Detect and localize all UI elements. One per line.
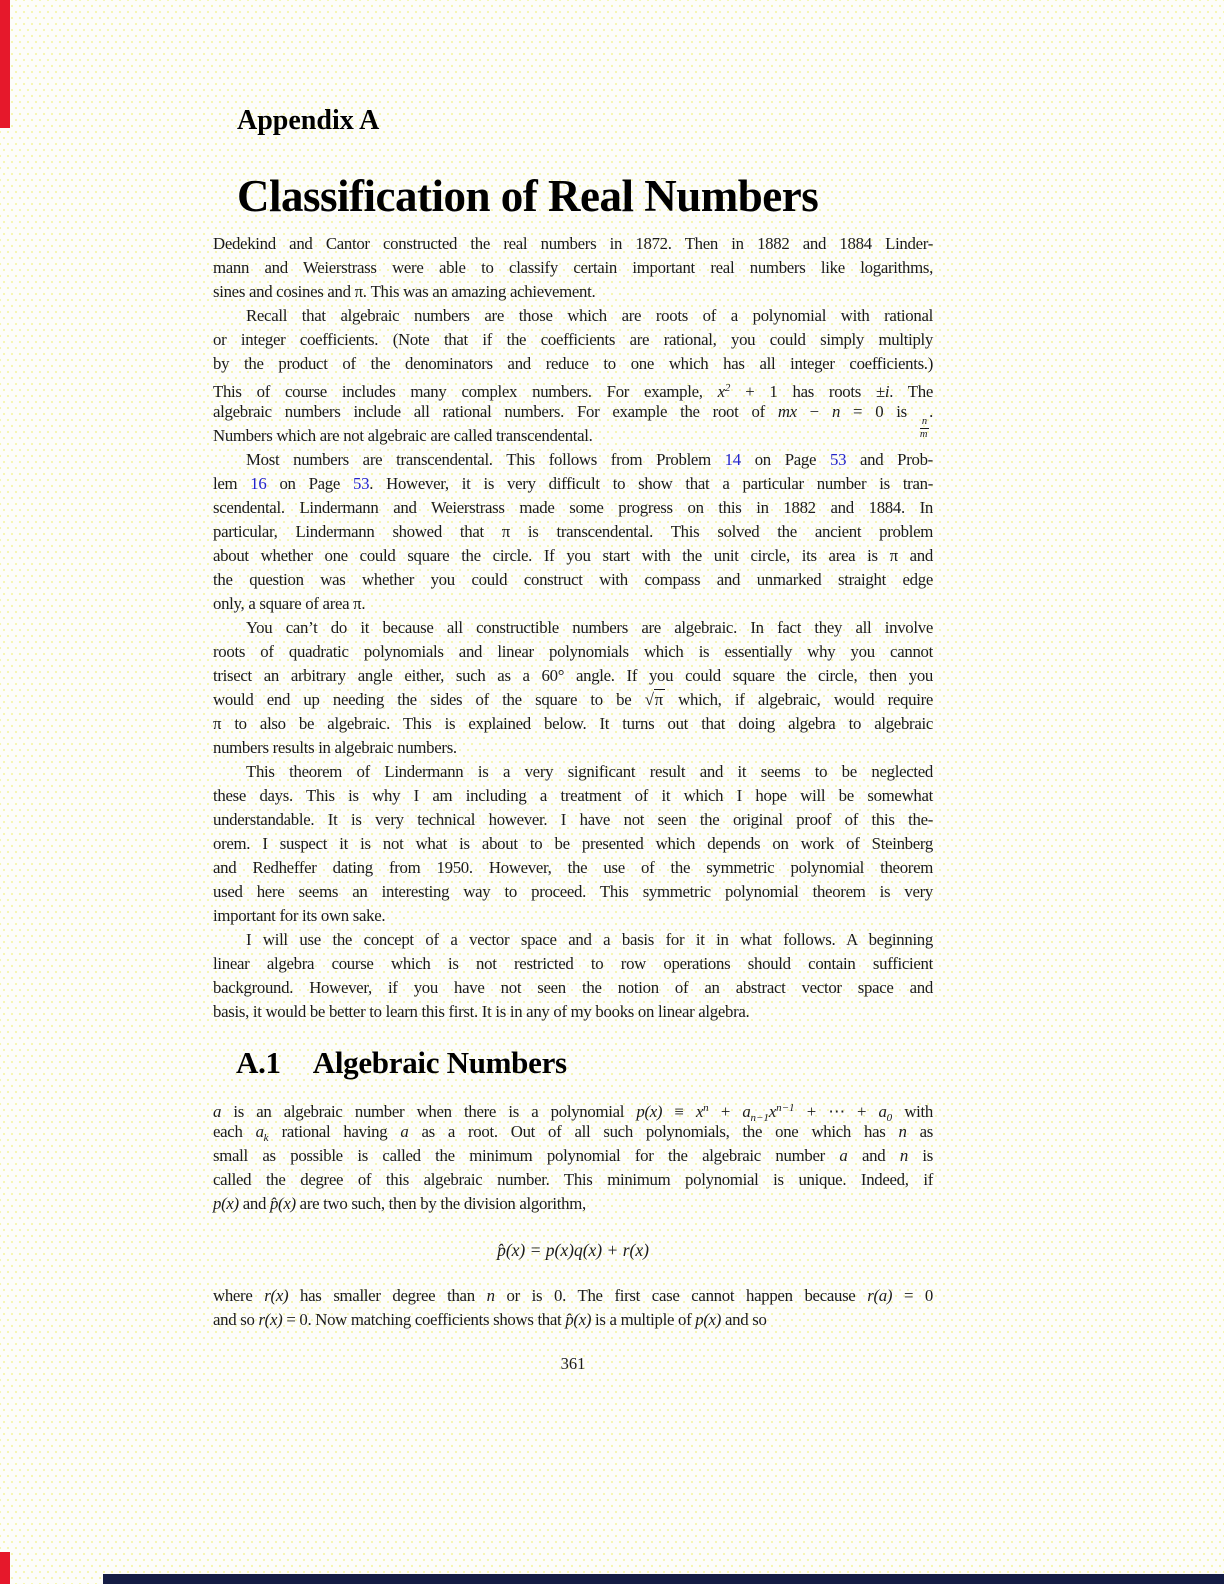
text-line: linear algebra course which is not restricted to row operations should contain sufficient [213, 954, 933, 973]
text-line: understandable. It is very technical however. I have not seen the original proof of this the- [213, 810, 933, 829]
text-line: sines and cosines and π. This was an amazing achievement. [213, 282, 596, 301]
text-line: algebraic numbers include all rational numbers. For example the root of mx − n = 0 is $\frac{n}{m}$ . [213, 402, 933, 440]
text-line: Recall that algebraic numbers are those which are roots of a polynomial with rational [246, 306, 933, 325]
text-line: lem 16 on Page 53. However, it is very difficult to show that a particular number is tran- [213, 474, 933, 493]
text-line: background. However, if you have not seen the notion of an abstract vector space and [213, 978, 933, 997]
text-line: mann and Weierstrass were able to classify certain important real numbers like logarithms, [213, 258, 933, 277]
text-line: Numbers which are not algebraic are called transcendental. [213, 426, 593, 445]
fraction [920, 417, 929, 440]
page-link[interactable]: 53 [353, 474, 370, 493]
text-line: orem. I suspect it is not what is about to be presented which depends on work of Steinberg [213, 834, 933, 853]
text-line: each $a_k$ rational having a as a root. Out of all such polynomials, the one which has n as [213, 1122, 933, 1144]
text-line: and so r(x) = 0. Now matching coefficients shows that p̂(x) is a multiple of p(x) and so [213, 1310, 767, 1329]
text-line: important for its own sake. [213, 906, 386, 925]
text-line: by the product of the denominators and reduce to one which has all integer coefficients.) [213, 354, 933, 373]
radicand: π [654, 690, 663, 709]
text-line: the question was whether you could construct with compass and unmarked straight edge [213, 570, 933, 589]
paragraph [213, 616, 933, 760]
text-line: Most numbers are transcendental. This follows from Problem 14 on Page 53 and Prob- [246, 450, 933, 469]
text-line: where r(x) has smaller degree than n or is 0. The first case cannot happen because r(a) = 0 [213, 1286, 933, 1305]
text-line: called the degree of this algebraic number. This minimum polynomial is unique. Indeed, if [213, 1170, 933, 1189]
text-line: or integer coefficients. (Note that if the coefficients are rational, you could simply multiply [213, 330, 933, 349]
text-line: This of course includes many complex numbers. For example, $x^2 + 1$ has roots ±i. The [213, 382, 933, 401]
text-line: π to also be algebraic. This is explained below. It turns out that doing algebra to algebraic [213, 714, 933, 733]
text-line: This theorem of Lindermann is a very significant result and it seems to be neglected [246, 762, 933, 781]
page-link[interactable]: 14 [724, 450, 741, 469]
text-line: numbers results in algebraic numbers. [213, 738, 457, 757]
paragraph [213, 304, 933, 448]
paragraph [213, 1284, 933, 1332]
paragraph [213, 232, 933, 304]
text-line: used here seems an interesting way to proceed. This symmetric polynomial theorem is very [213, 882, 933, 901]
paragraph [213, 760, 933, 928]
text-line: I will use the concept of a vector space and a basis for it in what follows. A beginning [246, 930, 933, 949]
text-line: trisect an arbitrary angle either, such as a 60° angle. If you could square the circle, then you [213, 666, 933, 685]
text-line: only, a square of area π. [213, 594, 366, 613]
paragraph [213, 1096, 933, 1216]
fraction-numerator: n [921, 416, 928, 427]
text-line: roots of quadratic polynomials and linear polynomials which is essentially why you cannot [213, 642, 933, 661]
text-line: basis, it would be better to learn this first. It is in any of my books on linear algebra. [213, 1002, 750, 1021]
fraction-denominator: m [919, 429, 928, 440]
square-root [645, 689, 665, 709]
chapter-title: Classification of Real Numbers [237, 171, 819, 221]
text-line: small as possible is called the minimum polynomial for the algebraic number a and n is [213, 1146, 933, 1165]
page-link[interactable]: 53 [829, 450, 847, 469]
content-column [213, 0, 933, 1374]
equation: p̂(x) = p(x)q(x) + r(x) [497, 1240, 649, 1260]
left-edge-red-stripe-bottom [0, 1552, 10, 1584]
radical-sign: √ [644, 690, 654, 709]
page-link[interactable]: 16 [250, 474, 267, 493]
body-flow [213, 232, 933, 1332]
text-line: about whether one could square the circle. If you start with the unit circle, its area is π and [213, 546, 933, 565]
left-edge-red-stripe-top [0, 0, 10, 128]
paragraph [213, 928, 933, 1024]
text-line: Dedekind and Cantor constructed the real numbers in 1872. Then in 1882 and 1884 Linder- [213, 234, 933, 253]
text-line: these days. This is why I am including a treatment of it which I hope will be somewhat [213, 786, 933, 805]
appendix-label: Appendix A [237, 105, 380, 136]
page-number: 361 [560, 1354, 586, 1373]
paragraph [213, 448, 933, 616]
text-line: a is an algebraic number when there is a polynomial $p(x) \equiv x^n + a_{n-1}x^{n-1}$ + ⋯ + $a_0$ with [213, 1102, 933, 1124]
text-line: scendental. Lindermann and Weierstrass made some progress on this in 1882 and 1884. In [213, 498, 933, 517]
text-line: particular, Lindermann showed that π is transcendental. This solved the ancient problem [213, 522, 933, 541]
bottom-edge-navy-bar [103, 1574, 1224, 1584]
text-line: You can’t do it because all constructible numbers are algebraic. In fact they all involve [246, 618, 933, 637]
section-title: Algebraic Numbers [312, 1045, 567, 1080]
text-line: p(x) and p̂(x) are two such, then by the division algorithm, [213, 1194, 586, 1213]
section-number: A.1 [236, 1045, 281, 1080]
text-line: and Redheffer dating from 1950. However, the use of the symmetric polynomial theorem [213, 858, 933, 877]
text-line: would end up needing the sides of the square to be √π which, if algebraic, would require [213, 690, 934, 709]
section-heading [236, 1046, 933, 1080]
